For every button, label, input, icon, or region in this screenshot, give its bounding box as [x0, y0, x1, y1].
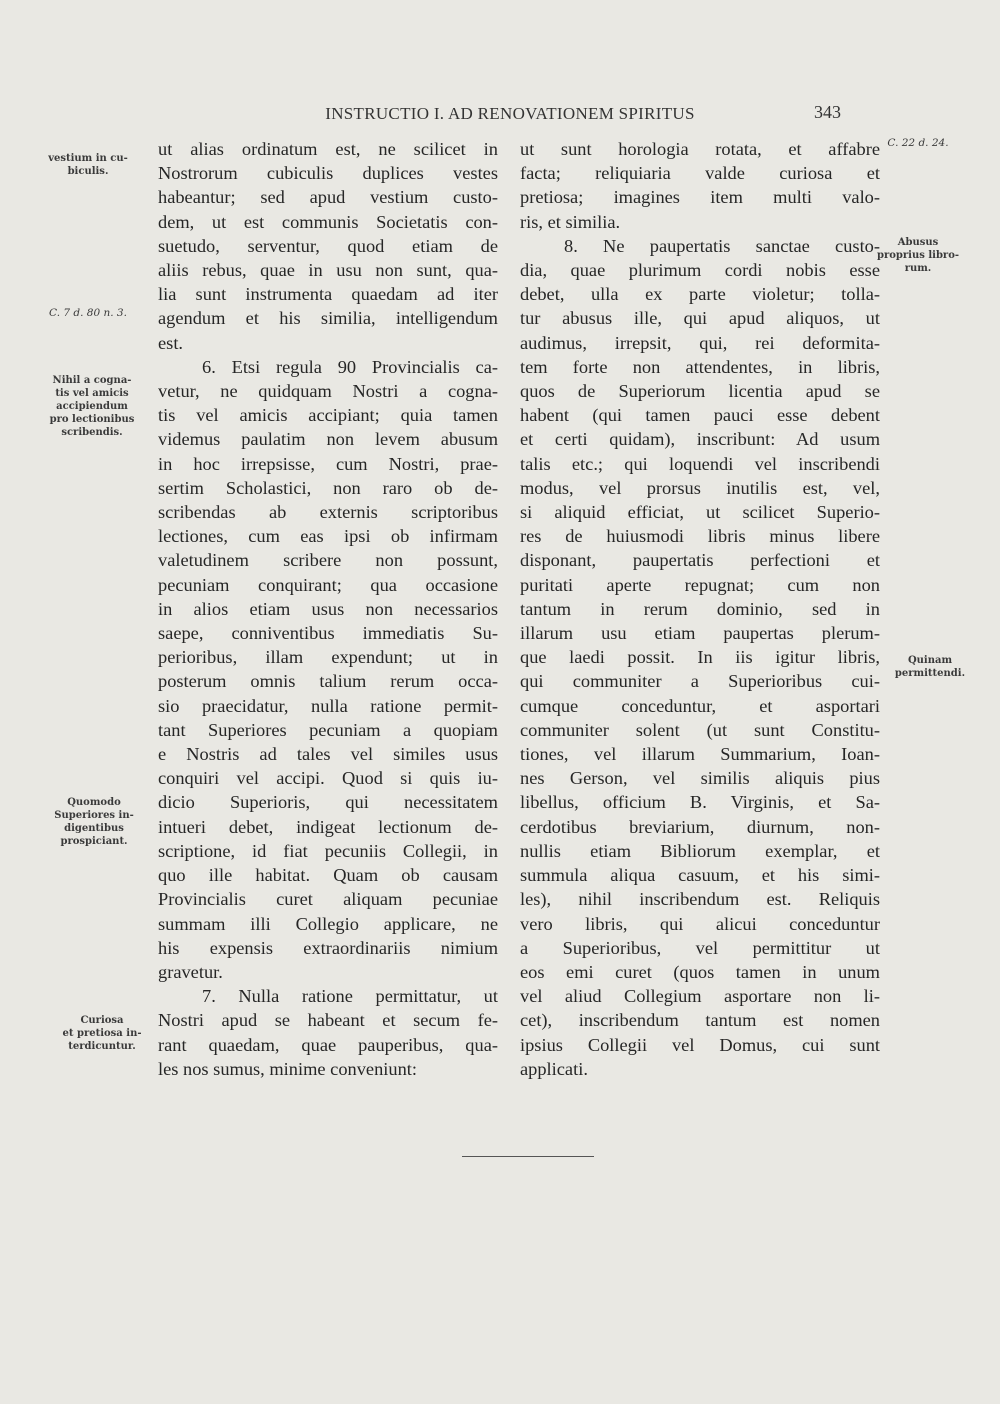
- running-header: INSTRUCTIO I. AD RENOVATIONEM SPIRITUS: [325, 104, 695, 123]
- text-line: conquiri vel accipi. Quod si quis iu-: [158, 768, 498, 789]
- text-line: ris, et similia.: [520, 211, 621, 232]
- margin-note-quinam: Quinam permittendi.: [894, 655, 966, 679]
- text-line: communiter solent (ut sunt Constitu-: [520, 719, 880, 740]
- text-line: tis vel amicis accipiant; quia tamen: [158, 405, 498, 426]
- text-line: cerdotibus breviarium, diurnum, non-: [520, 816, 880, 837]
- text-line: sio praecidatur, nulla ratione permit-: [158, 695, 498, 716]
- text-line: pretiosa; imagines item multi valo-: [520, 187, 880, 208]
- margin-note-vestium: vestium in cu- biculis.: [48, 153, 128, 177]
- text-line: eos emi curet (quos tamen in unum: [520, 961, 880, 982]
- text-line: ut alias ordinatum est, ne scilicet in: [158, 139, 498, 159]
- text-line: cumque conceduntur, et asportari: [520, 695, 880, 716]
- text-line: vero libris, qui alicui conceduntur: [520, 913, 880, 934]
- text-line: les), nihil inscribendum est. Reliquis: [520, 889, 880, 910]
- text-line: libellus, officium B. Virginis, et Sa-: [520, 792, 880, 813]
- text-line: valetudinem scribere non possunt,: [158, 550, 498, 571]
- text-line: debet, ulla ex parte violetur; tolla-: [520, 284, 880, 305]
- text-line: agendum et his similia, intelligendum: [158, 308, 498, 329]
- text-line: res de huiusmodi libris minus libere: [520, 526, 880, 547]
- text-line: perioribus, illam expendunt; ut in: [158, 647, 498, 668]
- page-number: 343: [814, 102, 841, 122]
- text-line: sertim Scholastici, non raro ob de-: [158, 477, 498, 498]
- text-line: Nostrorum cubiculis duplices vestes: [158, 163, 498, 184]
- text-line: his expensis extraordinariis nimium: [158, 937, 498, 958]
- text-line: tem forte non attendentes, in libris,: [520, 356, 880, 377]
- text-line: applicati.: [520, 1058, 588, 1079]
- text-line: les nos sumus, minime conveniunt:: [158, 1058, 417, 1079]
- text-line: nes Gerson, vel similis aliquis pius: [520, 768, 880, 789]
- text-line: a Superioribus, vel permittitur ut: [520, 937, 880, 958]
- margin-note-curiosa: Curiosa et pretiosa in- terdicuntur.: [62, 1015, 142, 1052]
- text-line: dicio Superioris, qui necessitatem: [158, 792, 498, 813]
- text-line: Provincialis curet aliquam pecuniae: [158, 889, 498, 910]
- text-line: in alios etiam usus non necessarios: [158, 598, 498, 619]
- margin-note-quomodo: Quomodo Superiores in- digentibus prospiciant.: [54, 797, 134, 847]
- text-line: quo ille habitat. Quam ob causam: [158, 865, 498, 886]
- text-line: lectiones, cum eas ipsi ob infirmam: [158, 526, 498, 547]
- text-line: rant quaedam, quae pauperibus, qua-: [158, 1034, 498, 1055]
- text-line: posterum omnis talium rerum occa-: [158, 671, 498, 692]
- closing-rule: [462, 1156, 594, 1157]
- text-line: ipsius Collegii vel Domus, cui sunt: [520, 1034, 880, 1055]
- text-line: Nostri apud se habeant et secum fe-: [158, 1010, 498, 1031]
- text-line: puritati aperte repugnat; cum non: [520, 574, 880, 595]
- left-text-column: [158, 137, 498, 1081]
- text-line: facta; reliquiaria valde curiosa et: [520, 163, 880, 184]
- text-line: quos de Superiorum licentia apud se: [520, 381, 880, 402]
- text-line: nullis etiam Bibliorum exemplar, et: [520, 840, 880, 861]
- text-line: 7. Nulla ratione permittatur, ut: [202, 986, 498, 1007]
- text-line: 6. Etsi regula 90 Provincialis ca-: [202, 356, 498, 377]
- text-line: illarum usu etiam paupertas plerum-: [520, 623, 880, 644]
- text-line: ut sunt horologia rotata, et affabre: [520, 139, 880, 159]
- text-line: videmus paulatim non levem abusum: [158, 429, 498, 450]
- text-line: audimus, irrepsit, qui, rei deformita-: [520, 332, 880, 353]
- text-line: dia, quae plurimum cordi nobis esse: [520, 260, 880, 281]
- text-line: aliis rebus, quae in usu non sunt, qua-: [158, 260, 498, 281]
- text-line: tiones, vel illarum Summarium, Ioan-: [520, 744, 880, 765]
- text-line: vetur, ne quidquam Nostri a cogna-: [158, 381, 498, 402]
- text-line: tant Superiores pecuniam a quopiam: [158, 719, 498, 740]
- text-line: talis etc.; qui loquendi vel inscribendi: [520, 453, 880, 474]
- text-line: summula aliqua casuum, et his simi-: [520, 865, 880, 886]
- text-line: lia sunt instrumenta quaedam ad iter: [158, 284, 498, 305]
- text-line: est.: [158, 332, 184, 353]
- text-line: que laedi possit. In iis igitur libris,: [520, 647, 880, 668]
- margin-note-abusus: Abusus proprius libro- rum.: [876, 237, 960, 274]
- text-line: et certi quidam), inscribunt: Ad usum: [520, 429, 880, 450]
- margin-note-ref-c22: C. 22 d. 24.: [887, 137, 949, 149]
- text-line: 8. Ne paupertatis sanctae custo-: [564, 235, 880, 256]
- text-line: habent (qui tamen pauci esse debent: [520, 405, 880, 426]
- text-line: tur abusus ille, qui apud aliquos, ut: [520, 308, 880, 329]
- text-line: vel aliud Collegium asportare non li-: [520, 986, 880, 1007]
- text-line: e Nostris ad tales vel similes usus: [158, 744, 498, 765]
- text-line: qui communiter a Superioribus cui-: [520, 671, 880, 692]
- right-text-column: [520, 137, 880, 1081]
- text-line: scriptione, id fiat pecuniis Collegii, in: [158, 840, 498, 861]
- text-line: in hoc irrepsisse, cum Nostri, prae-: [158, 453, 498, 474]
- text-line: saepe, conniventibus immediatis Su-: [158, 623, 498, 644]
- text-line: pecuniam conquirant; qua occasione: [158, 574, 498, 595]
- margin-note-nihil: Nihil a cogna- tis vel amicis accipiendum pro lectionibus scribendis.: [49, 375, 135, 438]
- margin-note-ref-c7: C. 7 d. 80 n. 3.: [49, 307, 127, 319]
- text-line: summam illi Collegio applicare, ne: [158, 913, 498, 934]
- text-line: dem, ut est communis Societatis con-: [158, 211, 498, 232]
- text-line: intueri debet, indigeat lectionum de-: [158, 816, 498, 837]
- text-line: cet), inscribendum tantum est nomen: [520, 1010, 880, 1031]
- text-line: modus, vel prorsus inutilis est, vel,: [520, 477, 880, 498]
- text-line: gravetur.: [158, 961, 223, 982]
- text-line: si aliquid efficiat, ut scilicet Superio-: [520, 502, 880, 523]
- text-line: tantum in rerum dominio, sed in: [520, 598, 880, 619]
- text-line: habeantur; sed apud vestium custo-: [158, 187, 498, 208]
- text-line: scribendas ab externis scriptoribus: [158, 502, 498, 523]
- text-line: disponant, paupertatis perfectioni et: [520, 550, 880, 571]
- text-line: suetudo, serventur, quod etiam de: [158, 235, 498, 256]
